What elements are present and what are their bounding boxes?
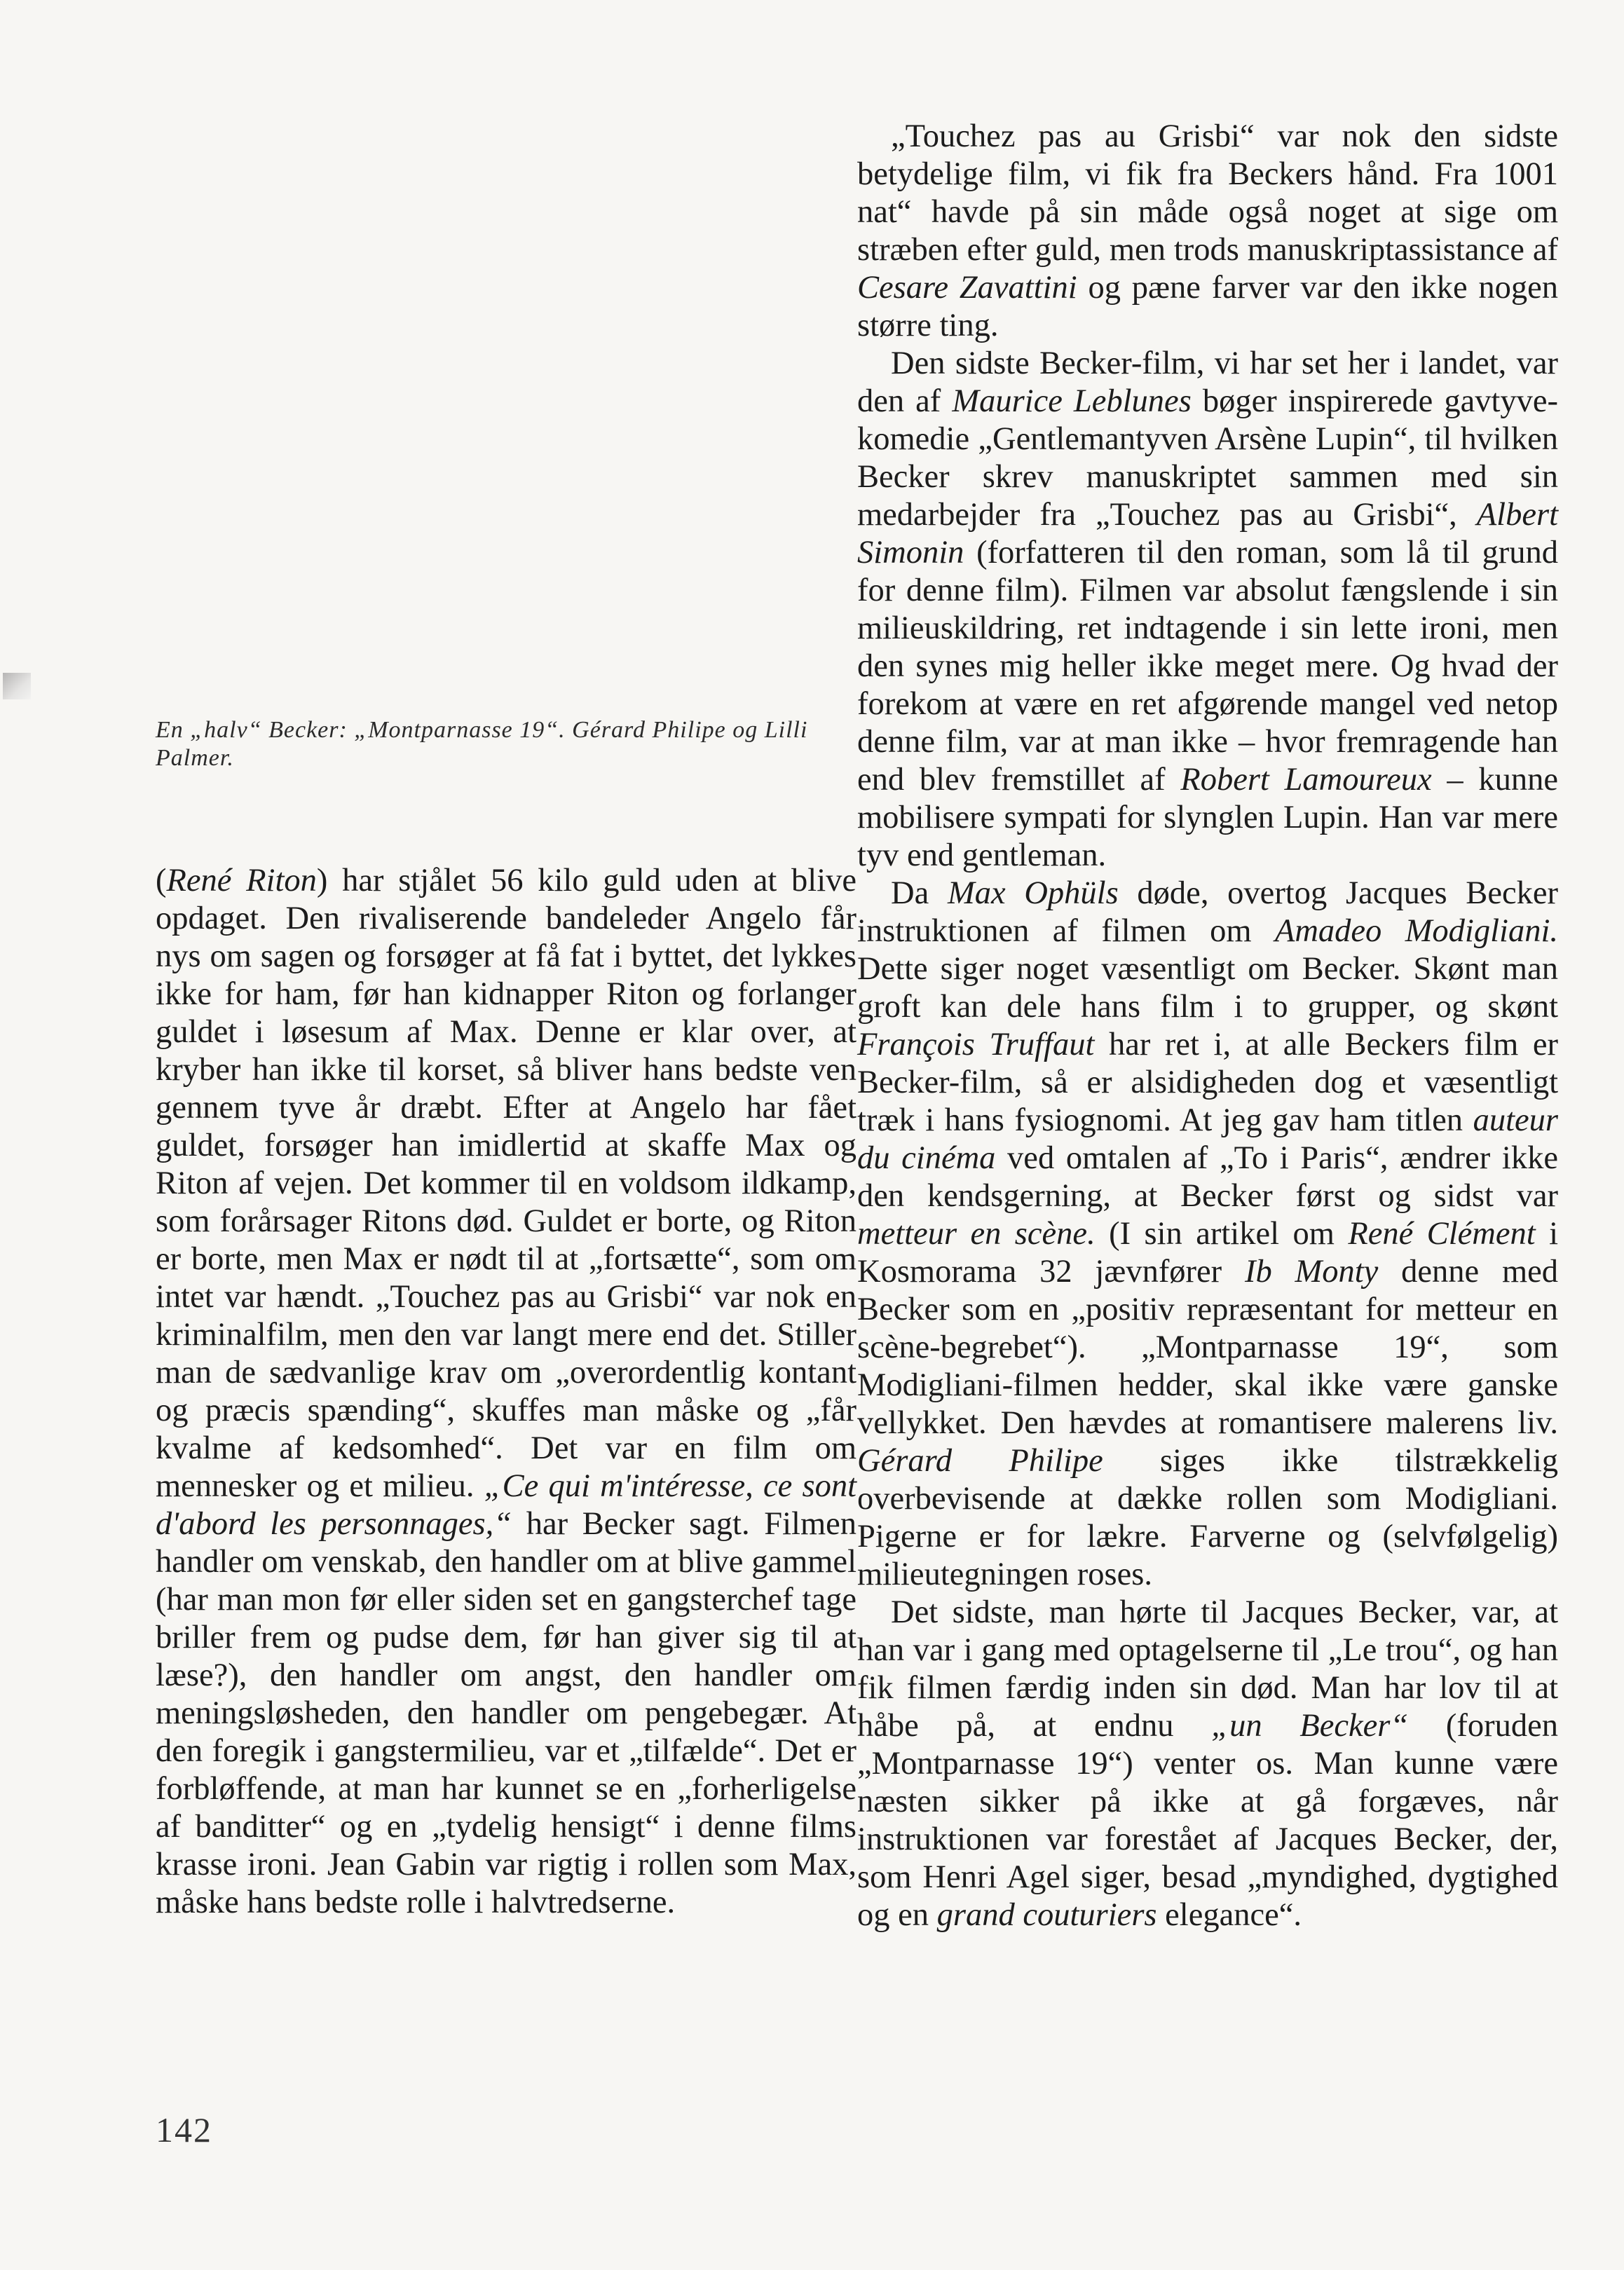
photo-caption: En „halv“ Becker: „Montparnasse 19“. Gérard Philipe og Lilli Palmer.	[156, 717, 808, 771]
right-column	[857, 118, 1558, 1934]
photo-edge-mark	[3, 673, 31, 699]
left-paragraph-1: (René Riton) har stjålet 56 kilo guld uden at blive opdaget. Den rivaliserende bandeleder Angelo får nys om sagen og forsøger at få fat i byttet, det lykkes ikke for ham, før han kidnapper Riton og forlanger guldet i løsesum af Max. Denne er klar over, at kryber han ikke til korset, så bliver hans bedste ven gennem tyve år dræbt. Efter at Angelo har fået guldet, forsøger han imidlertid at skaffe Max og Riton af vejen. Det kommer til en voldsom ildkamp, som forårsager Ritons død. Guldet er borte, og Riton er borte, men Max er nødt til at „fortsætte“, som om intet var hændt. „Touchez pas au Grisbi“ var nok en kriminalfilm, men den var langt mere end det. Stiller man de sædvanlige krav om „overordentlig kontant og præcis spænding“, skuffes man måske og „får kvalme af kedsomhed“. Det var en film om mennesker og et milieu. „Ce qui m'intéresse, ce sont d'abord les personnages,“ har Becker sagt. Filmen handler om venskab, den handler om at blive gammel (har man mon før eller siden set en gangsterchef tage briller frem og pudse dem, før han giver sig til at læse?), den handler om angst, den handler om meningsløsheden, den handler om pengebegær. At den foregik i gangstermilieu, var et „tilfælde“. Det er forbløffende, at man har kunnet se en „forherligelse af banditter“ og en „tydelig hensigt“ i denne films krasse ironi. Jean Gabin var rigtig i rollen som Max, måske hans bedste rolle i halvtredserne.	[156, 863, 857, 1920]
left-column	[156, 862, 857, 1922]
page-number: 142	[156, 2110, 212, 2149]
right-paragraph-3: Da Max Ophüls døde, overtog Jacques Becker instruktionen af filmen om Amadeo Modigliani. Dette siger noget væsentligt om Becker. Skønt man groft kan dele hans film i to grupper, og skønt François Truffaut har ret i, at alle Beckers film er Becker-film, så er alsidigheden dog et væsentligt træk i hans fysiognomi. At jeg gav ham titlen auteur du cinéma ved omtalen af „To i Paris“, ændrer ikke den kendsgerning, at Becker først og sidst var metteur en scène. (I sin artikel om René Clément i Kosmorama 32 jævnfører Ib Monty denne med Becker som en „positiv repræsentant for metteur en scène-begrebet“). „Montparnasse 19“, som Modigliani-filmen hedder, skal ikke være ganske vellykket. Den hævdes at romantisere malerens liv. Gérard Philipe siges ikke tilstrækkelig overbevisende at dække rollen som Modigliani. Pigerne er for lækre. Farverne og (selvfølgelig) milieutegningen roses.	[857, 875, 1559, 1592]
right-paragraph-4: Det sidste, man hørte til Jacques Becker, var, at han var i gang med optagelserne til „Le trou“, og han fik filmen færdig inden sin død. Man har lov til at håbe på, at endnu „un Becker“ (foruden „Montparnasse 19“) venter os. Man kunne være næsten sikker på ikke at gå forgæves, når instruktionen var forestået af Jacques Becker, der, som Henri Agel siger, besad „myndighed, dygtighed og en grand couturiers elegance“.	[857, 1594, 1558, 1933]
right-paragraph-1: „Touchez pas au Grisbi“ var nok den sidste betydelige film, vi fik fra Beckers hånd. Fra 1001 nat“ havde på sin måde også noget at sige om stræben efter guld, men trods manuskriptassistance af Cesare Zavattini og pæne farver var den ikke nogen større ting.	[857, 118, 1558, 343]
right-paragraph-2: Den sidste Becker-film, vi har set her i landet, var den af Maurice Leblunes bøger inspirerede gavtyve-komedie „Gentlemantyven Arsène Lupin“, til hvilken Becker skrev manuskriptet sammen med sin medarbejder fra „Touchez pas au Grisbi“, Albert Simonin (forfatteren til den roman, som lå til grund for denne film). Filmen var absolut fængslende i sin milieuskildring, ret indtagende i sin lette ironi, men den synes mig heller ikke meget mere. Og hvad der forekom at være en ret afgørende mangel ved netop denne film, var at man ikke – hvor fremragende han end blev fremstillet af Robert Lamoureux – kunne mobilisere sympati for slynglen Lupin. Han var mere tyv end gentleman.	[857, 346, 1559, 873]
photo-area	[0, 83, 827, 699]
